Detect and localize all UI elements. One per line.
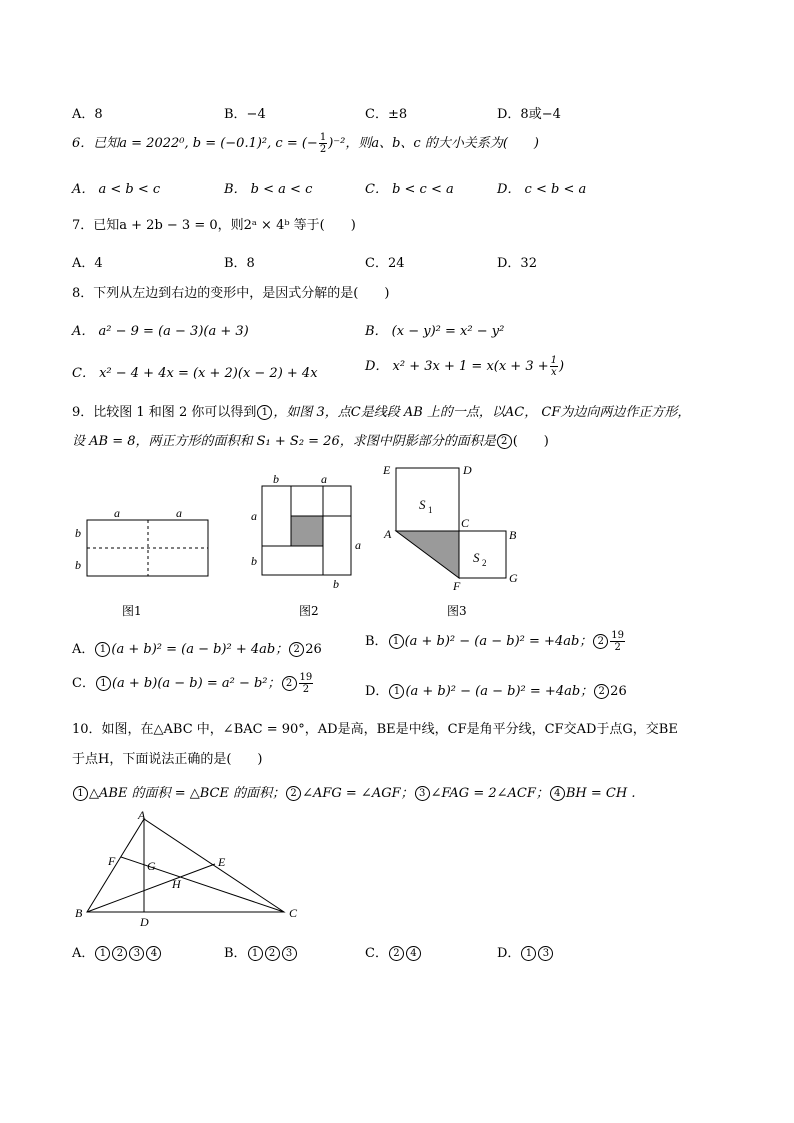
- q9-option-a: A． 1 (a + b)² = (a − b)² + 4ab； 2 26: [72, 642, 322, 657]
- q5-option-b: B．−4: [224, 107, 266, 122]
- q9-option-d: D． 1 (a + b)² − (a − b)² = +4ab； 2 26: [365, 684, 627, 699]
- svg-text:H: H: [172, 877, 181, 891]
- q5-option-d: D．8或−4: [497, 107, 561, 122]
- svg-text:S: S: [419, 497, 426, 512]
- svg-text:C: C: [289, 906, 298, 920]
- q6-option-d: D． c < b < a: [497, 182, 587, 197]
- q10-statements: 1 △ABE 的面积 = △BCE 的面积； 2 ∠AFG = ∠AGF； 3 ∠FAG = 2∠ACF； 4 BH = CH .: [72, 782, 635, 801]
- q7-option-d: D．32: [497, 256, 537, 271]
- svg-text:a: a: [355, 538, 361, 552]
- fig1-label-a2: a: [176, 506, 182, 520]
- q10-triangle-figure: [70, 808, 310, 933]
- q9-option-b: B． 1 (a + b)² − (a − b)² = +4ab； 2 $\frac{19}{2}$: [365, 630, 625, 653]
- svg-text:A: A: [384, 527, 392, 541]
- figure-3: [378, 458, 528, 598]
- q6-option-a: A． a < b < c: [72, 182, 161, 197]
- svg-text:S: S: [473, 550, 480, 565]
- figure-1-caption: 图1: [122, 604, 142, 618]
- q10-line2: 于点H，下面说法正确的是( ): [72, 752, 263, 767]
- svg-text:G: G: [147, 859, 156, 873]
- q7-option-a: A．4: [72, 256, 103, 271]
- svg-text:a: a: [251, 509, 257, 523]
- q8-stem: 8．下列从左边到右边的变形中，是因式分解的是( ): [72, 286, 390, 301]
- svg-text:E: E: [383, 463, 391, 477]
- svg-text:A: A: [138, 808, 146, 822]
- q7-option-c: C．24: [365, 256, 405, 271]
- q9-line2: 设 AB = 8，两正方形的面积和 S₁ + S₂ = 26，求图中阴影部分的面积是 2 ( ): [72, 434, 549, 449]
- svg-text:a: a: [321, 472, 327, 486]
- circle-1-marker: 1: [257, 405, 272, 420]
- q9-option-c: C． 1 (a + b)(a − b) = a² − b²； 2 $\frac{19}{2}$: [72, 672, 313, 695]
- svg-text:B: B: [509, 528, 517, 542]
- q10-option-b: B． 1 2 3: [224, 942, 298, 961]
- q8-option-b: B． (x − y)² = x² − y²: [365, 324, 505, 339]
- fig1-label-b2: b: [75, 558, 81, 572]
- svg-text:b: b: [273, 472, 279, 486]
- svg-text:F: F: [108, 854, 116, 868]
- svg-text:D: D: [140, 915, 149, 929]
- q10-option-c: C． 2 4: [365, 942, 422, 961]
- svg-text:2: 2: [482, 558, 487, 568]
- svg-text:D: D: [463, 463, 472, 477]
- figure-1: [70, 500, 220, 620]
- svg-text:b: b: [251, 554, 257, 568]
- figure-2-caption: 图2: [299, 604, 319, 618]
- fig1-label-a1: a: [114, 506, 120, 520]
- fig1-label-b1: b: [75, 526, 81, 540]
- svg-text:B: B: [75, 906, 83, 920]
- q10-option-d: D． 1 3: [497, 942, 554, 961]
- circle-2-marker: 2: [497, 434, 512, 449]
- q7-option-b: B．8: [224, 256, 255, 271]
- svg-text:b: b: [333, 577, 339, 591]
- svg-text:E: E: [218, 855, 226, 869]
- q8-option-c: C． x² − 4 + 4x = (x + 2)(x − 2) + 4x: [72, 366, 318, 381]
- svg-text:C: C: [461, 516, 470, 530]
- q5-option-c: C．±8: [365, 107, 408, 122]
- svg-text:G: G: [509, 571, 518, 585]
- svg-text:1: 1: [428, 505, 433, 515]
- q6-stem: 6．已知a = 2022⁰, b = (−0.1)², c = (− $\frac{1}{2}$ )⁻²，则a、b、c 的大小关系为( ): [72, 132, 539, 155]
- q9-line1: 9．比较图 1 和图 2 你可以得到 1 ，如图 3，点C是线段 AB 上的一点，以AC， CF为边向两边作正方形，: [72, 405, 691, 420]
- q6-option-c: C． b < c < a: [365, 182, 454, 197]
- svg-text:F: F: [453, 579, 461, 593]
- q10-option-a: A． 1 2 3 4: [72, 942, 162, 961]
- q7-stem: 7．已知a + 2b − 3 = 0，则2ᵃ × 4ᵇ 等于( ): [72, 218, 356, 233]
- figure-3-caption: 图3: [447, 604, 467, 618]
- q8-option-a: A． a² − 9 = (a − 3)(a + 3): [72, 324, 249, 339]
- q8-option-d: D． x² + 3x + 1 = x(x + 3 + $\frac{1}{x}$ ): [365, 355, 565, 378]
- q10-line1: 10．如图，在△ABC 中，∠BAC = 90°，AD是高，BE是中线，CF是角平分线，CF交AD于点G，交BE: [72, 722, 678, 737]
- figure-2: [245, 470, 375, 595]
- q6-fraction: $\frac{1}{2}$: [319, 132, 327, 155]
- q5-option-a: A．8: [72, 107, 103, 122]
- q6-option-b: B． b < a < c: [224, 182, 313, 197]
